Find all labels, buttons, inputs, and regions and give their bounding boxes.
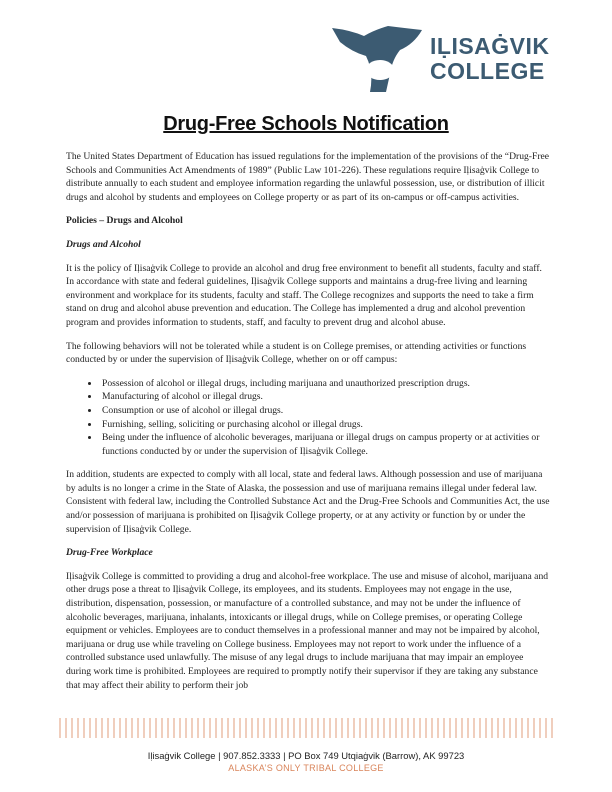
logo-line2: COLLEGE <box>430 58 545 84</box>
policies-heading: Policies – Drugs and Alcohol <box>66 215 183 227</box>
list-item: • Manufacturing of alcohol or illegal drugs. <box>100 390 550 404</box>
college-logo <box>330 26 550 92</box>
footer-contact: Iḷisaġvik College | 907.852.3333 | PO Box 749 Utqiaġvik (Barrow), AK 99723 <box>147 750 465 761</box>
footer-decorative-band <box>58 712 554 740</box>
workplace-heading: Drug-Free Workplace <box>66 547 153 559</box>
page-title: Drug-Free Schools Notification <box>163 113 449 135</box>
whale-tail-logo-icon <box>330 26 424 92</box>
drugs-alcohol-paragraph-2: The following behaviors will not be tolerated while a student is on College premises, or attending activities or functions conducted by or under the supervision of Iḷisaġvik College, whether on or off campus: <box>66 340 527 366</box>
drugs-alcohol-paragraph-3: In addition, students are expected to comply with all local, state and federal laws. Although possession and use of marijuana by adults is no longer a crime in the State of Alaska, the possession and use of marijuana remains illegal under federal law. Consistent with federal law, including the Controlled Substance Act and the Drug-Free Schools and Communities Act, the use and/or possession of marijuana is prohibited on Iḷisaġvik College property, or at any activity or function by or under the supervision of Iḷisaġvik College. <box>66 469 550 535</box>
prohibited-behaviors-list <box>66 377 550 459</box>
logo-line1: IḶISAĠVIK <box>430 33 550 59</box>
intro-paragraph: The United States Department of Education has issued regulations for the implementation of the provisions of the “Drug-Free Schools and Communities Act Amendments of 1989” (Public Law 101-226). These regulations require Iḷisaġvik College to distribute annually to each student and employee information regarding the unlawful possession, use, or distribution of illicit drugs and alcohol by students and employees on College property or as part of its on-campus or off-campus activities. <box>66 151 550 203</box>
list-item: • Furnishing, selling, soliciting or purchasing alcohol or illegal drugs. <box>100 418 550 432</box>
footer-tagline: ALASKA’S ONLY TRIBAL COLLEGE <box>228 763 384 773</box>
workplace-paragraph-1: Iḷisaġvik College is committed to providing a drug and alcohol-free workplace. The use and misuse of alcohol, marijuana and other drugs pose a threat to Iḷisaġvik College, its employees, and its students. Employees may not engage in the use, distribution, dispensation, possession, or manufacture of a controlled substance, and may not be under the influence of alcoholic beverages, marijuana, inhalants, intoxicants or illegal drugs, while on College premises, or operating College equipment or vehicles. Employees are to conduct themselves in a professional manner and may not be impaired by alcohol, marijuana or drug use while traveling on College business. Employees may not report to work under the influence of a controlled substance used unlawfully. The misuse of any legal drugs to include marijuana that may impair an employee during work time is prohibited. Employees are required to promptly notify their supervisor if they are taking any substance that may affect their ability to perform their job <box>66 570 549 691</box>
document-body <box>66 150 550 702</box>
list-item: • Consumption or use of alcohol or illegal drugs. <box>100 404 550 418</box>
drugs-alcohol-paragraph-1: It is the policy of Iḷisaġvik College to provide an alcohol and drug free environment to benefit all students, faculty and staff. In accordance with state and federal guidelines, Iḷisaġvik College supports and maintains a drug-free living and learning environment and workplace for its students, faculty and staff. The College recognizes and supports the need to take a firm stand on drug and alcohol abuse prevention and education. The College has implemented a drug and alcohol prevention program and provides information to students, staff, and faculty to prevent drug and alcohol abuse. <box>66 262 542 328</box>
logo-wordmark <box>430 34 550 84</box>
list-item: • Being under the influence of alcoholic beverages, marijuana or illegal drugs on campus property or at activities or functions conducted by or under the supervision of Iḷisaġvik College. <box>100 431 550 458</box>
drugs-alcohol-heading: Drugs and Alcohol <box>66 238 141 250</box>
list-item: • Possession of alcohol or illegal drugs, including marijuana and unauthorized prescription drugs. <box>100 377 550 391</box>
